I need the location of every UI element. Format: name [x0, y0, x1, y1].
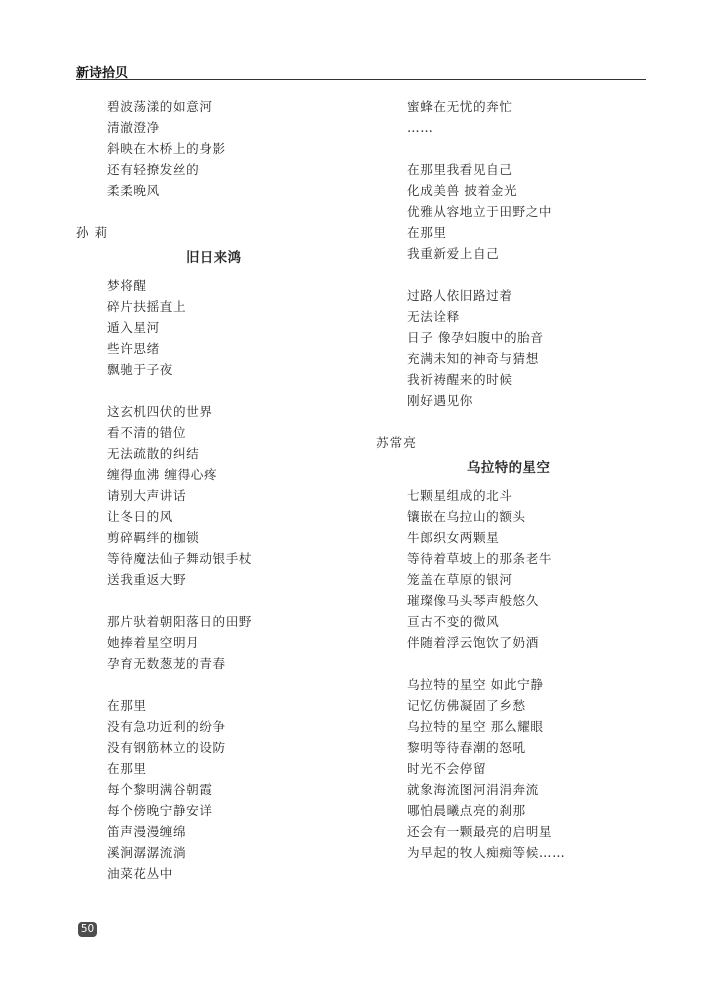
poem-line: 碎片扶摇直上 — [107, 299, 187, 314]
right-column — [376, 96, 666, 863]
poem-line: 在那里我看见自己 — [407, 162, 513, 177]
stanza — [376, 485, 666, 653]
poem-line: 没有钢筋林立的设防 — [107, 740, 226, 755]
poem-line: 日子 像孕妇腹中的胎音 — [407, 330, 544, 345]
poem-line: 过路人依旧路过着 — [407, 288, 513, 303]
poem-line: 我祈祷醒来的时候 — [407, 372, 513, 387]
poem-line: 等待魔法仙子舞动银手杖 — [107, 551, 253, 566]
stanza — [76, 611, 376, 674]
poem-line: 化成美兽 披着金光 — [407, 183, 518, 198]
poem-line: 还会有一颗最亮的启明星 — [407, 824, 553, 839]
poem-line: 伴随着浮云饱饮了奶酒 — [407, 635, 539, 650]
stanza — [76, 401, 376, 590]
poem-line: 镶嵌在乌拉山的额头 — [407, 509, 526, 524]
poem-line: 在那里 — [407, 225, 447, 240]
stanza — [76, 275, 376, 380]
poem-line: 飘驰于子夜 — [107, 362, 173, 377]
poem-line: 梦将醒 — [107, 278, 147, 293]
stanza — [76, 695, 376, 884]
poem-line: 孕育无数葱茏的青春 — [107, 656, 226, 671]
poem-line: 些许思绪 — [107, 341, 160, 356]
poem-line: 在那里 — [107, 761, 147, 776]
intro-stanza — [76, 96, 376, 201]
poem-line: 黎明等待春潮的怒吼 — [407, 740, 526, 755]
poem-line: 溪涧潺潺流淌 — [107, 845, 187, 860]
poem-line: 我重新爱上自己 — [407, 246, 500, 261]
poem-line: 等待着草坡上的那条老牛 — [407, 551, 553, 566]
stanza — [376, 285, 666, 411]
header-rule — [76, 79, 646, 80]
poem-line: 让冬日的风 — [107, 509, 173, 524]
poem-line: 剪碎羁绊的枷锁 — [107, 530, 200, 545]
poem-line: 请别大声讲话 — [107, 488, 187, 503]
poem-line: 记忆仿佛凝固了乡愁 — [407, 698, 526, 713]
poem-title: 乌拉特的星空 — [467, 461, 551, 476]
poem-line: 油菜花丛中 — [107, 866, 173, 881]
poem-line: 乌拉特的星空 如此宁静 — [407, 677, 544, 692]
poem-line: 无法疏散的纠结 — [107, 446, 200, 461]
poem-line: 还有轻撩发丝的 — [107, 162, 200, 177]
poem-line: 看不清的错位 — [107, 425, 187, 440]
poem-line: 笛声漫漫缠绵 — [107, 824, 187, 839]
stanza — [376, 96, 666, 138]
poem-line: 她捧着星空明月 — [107, 635, 200, 650]
poem-line: 蜜蜂在无忧的奔忙 — [407, 99, 513, 114]
poem-line: 遁入星河 — [107, 320, 160, 335]
poem-line: 无法诠释 — [407, 309, 460, 324]
poem-line: 为早起的牧人痴痴等候…… — [407, 845, 566, 860]
poem-line: 七颗星组成的北斗 — [407, 488, 513, 503]
stanza — [376, 674, 666, 863]
poem-line: 刚好遇见你 — [407, 393, 473, 408]
stanza — [376, 159, 666, 264]
poem-line: 那片驮着朝阳落日的田野 — [107, 614, 253, 629]
poem-line: 笼盖在草原的银河 — [407, 572, 513, 587]
poem-line: 时光不会停留 — [407, 761, 487, 776]
running-title: 新诗拾贝 — [76, 66, 129, 81]
poem-line: 清澈澄净 — [107, 120, 160, 135]
poem-line: 缠得血沸 缠得心疼 — [107, 467, 218, 482]
poem-title: 旧日来鸿 — [186, 251, 242, 266]
poem-line: 每个黎明满谷朝霞 — [107, 782, 213, 797]
poem-line: 哪怕晨曦点亮的刹那 — [407, 803, 526, 818]
poem-line: 亘古不变的微风 — [407, 614, 500, 629]
poem-line: 在那里 — [107, 698, 147, 713]
poem-author: 苏常亮 — [376, 435, 417, 450]
poem-line: 乌拉特的星空 那么耀眼 — [407, 719, 544, 734]
poem-line: 每个傍晚宁静安详 — [107, 803, 213, 818]
poem-author: 孙莉 — [76, 225, 114, 240]
poem-line: 牛郎织女两颗星 — [407, 530, 500, 545]
poem-line: 这玄机四伏的世界 — [107, 404, 213, 419]
page-number: 50 — [78, 922, 97, 937]
poem-line: 优雅从容地立于田野之中 — [407, 204, 553, 219]
poem-line: 璀璨像马头琴声般悠久 — [407, 593, 539, 608]
poem-line: 碧波荡漾的如意河 — [107, 99, 213, 114]
poem-line: 柔柔晚风 — [107, 183, 160, 198]
poem-line: 充满未知的神奇与猜想 — [407, 351, 539, 366]
poem-line: …… — [407, 120, 434, 135]
poem-line: 没有急功近利的纷争 — [107, 719, 226, 734]
poem-line: 就象海流图河涓涓奔流 — [407, 782, 539, 797]
poem-line: 斜映在木桥上的身影 — [107, 141, 226, 156]
left-column — [76, 96, 376, 884]
poem-line: 送我重返大野 — [107, 572, 187, 587]
